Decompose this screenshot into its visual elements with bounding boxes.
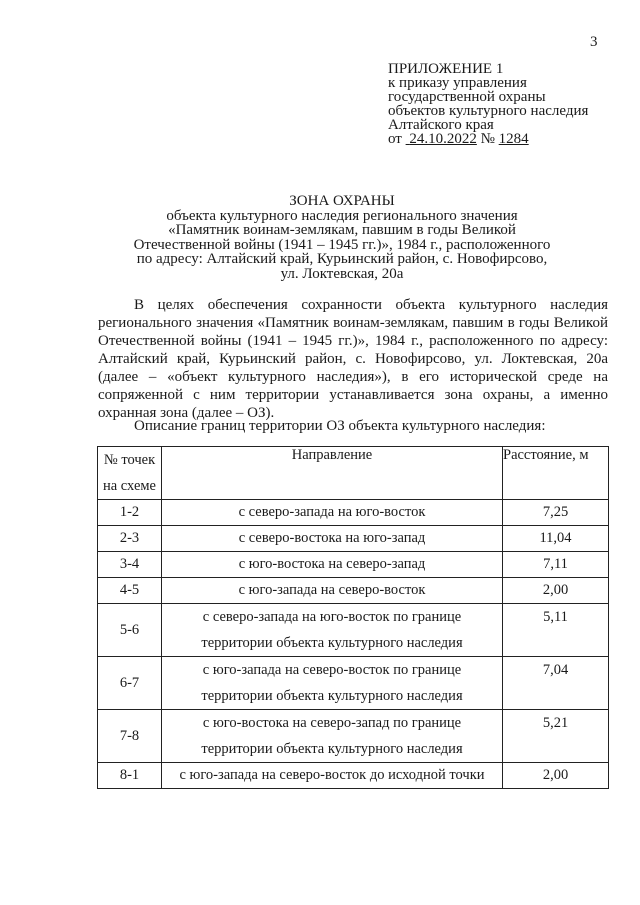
cell-direction: с юго-востока на северо-запад — [162, 552, 503, 578]
cell-distance: 2,00 — [503, 578, 609, 604]
appendix-line: Алтайского края — [388, 117, 494, 133]
cell-points: 1-2 — [98, 500, 162, 526]
cell-distance: 7,11 — [503, 552, 609, 578]
cell-distance: 11,04 — [503, 526, 609, 552]
zone-subtitle-line: Отечественной войны (1941 – 1945 гг.)», 1984 г., расположенного — [133, 236, 551, 253]
zone-heading — [92, 194, 592, 281]
table-row — [98, 578, 609, 604]
appendix-line: государственной охраны — [388, 89, 546, 105]
cell-distance: 5,11 — [503, 604, 609, 657]
cell-points: 4-5 — [98, 578, 162, 604]
table-header-row — [98, 447, 609, 500]
appendix-line: к приказу управления — [388, 75, 527, 91]
zone-subtitle-line: ул. Локтевская, 20а — [280, 265, 404, 282]
zone-subtitle-line: объекта культурного наследия регионального значения — [166, 207, 518, 224]
cell-direction: с юго-запада на северо-восток до исходной точки — [162, 763, 503, 789]
number-sign: № — [480, 131, 495, 147]
cell-direction: с северо-запада на юго-восток по границе территории объекта культурного наследия — [162, 604, 503, 657]
cell-distance: 2,00 — [503, 763, 609, 789]
cell-direction: с северо-востока на юго-запад — [162, 526, 503, 552]
table-row — [98, 657, 609, 710]
table-row — [98, 604, 609, 657]
cell-points: 6-7 — [98, 657, 162, 710]
zone-subtitle-line: «Памятник воинам-землякам, павшим в годы Великой — [168, 222, 516, 238]
date-prefix: от — [388, 131, 402, 147]
table-row — [98, 763, 609, 789]
table-row — [98, 710, 609, 763]
zone-title: ЗОНА ОХРАНЫ — [289, 193, 395, 209]
zone-subtitle-line: по адресу: Алтайский край, Курьинский район, с. Новофирсово, — [136, 251, 548, 267]
page-number: 3 — [590, 34, 598, 50]
order-date-line — [388, 132, 588, 146]
header-distance: Расстояние, м — [503, 447, 609, 500]
table-row — [98, 500, 609, 526]
cell-points: 3-4 — [98, 552, 162, 578]
body-paragraph: В целях обеспечения сохранности объекта культурного наследия регионального значения «Памятник воинам-землякам, павшим в годы Великой Отечественной войны (1941 – 1945 гг.)», 1984 г., расположенного по адресу: Алтайский край, Курьинский район, с. Новофирсово, ул. Локтевская, 20а (далее – «объект культурного наследия»), в его исторической среде на сопряженной с ним территории устанавливается зона охраны, а именно охранная зона (далее – ОЗ). — [98, 297, 608, 421]
borders-description: Описание границ территории ОЗ объекта культурного наследия: — [134, 418, 546, 434]
header-points: № точек на схеме — [98, 447, 162, 500]
cell-points: 2-3 — [98, 526, 162, 552]
header-direction: Направление — [162, 447, 503, 500]
cell-distance: 5,21 — [503, 710, 609, 763]
cell-distance: 7,04 — [503, 657, 609, 710]
table-row — [98, 552, 609, 578]
cell-direction: с северо-запада на юго-восток — [162, 500, 503, 526]
appendix-line: объектов культурного наследия — [388, 103, 589, 119]
cell-points: 7-8 — [98, 710, 162, 763]
appendix-title: ПРИЛОЖЕНИЕ 1 — [388, 61, 504, 77]
table-row — [98, 526, 609, 552]
cell-points: 8-1 — [98, 763, 162, 789]
cell-points: 5-6 — [98, 604, 162, 657]
cell-direction: с юго-запада на северо-восток по границе территории объекта культурного наследия — [162, 657, 503, 710]
cell-distance: 7,25 — [503, 500, 609, 526]
order-date: 24.10.2022 — [409, 131, 477, 147]
cell-direction: с юго-востока на северо-запад по границе территории объекта культурного наследия — [162, 710, 503, 763]
borders-table — [97, 446, 609, 789]
order-number: 1284 — [498, 131, 529, 147]
appendix-block — [388, 62, 588, 146]
cell-direction: с юго-запада на северо-восток — [162, 578, 503, 604]
